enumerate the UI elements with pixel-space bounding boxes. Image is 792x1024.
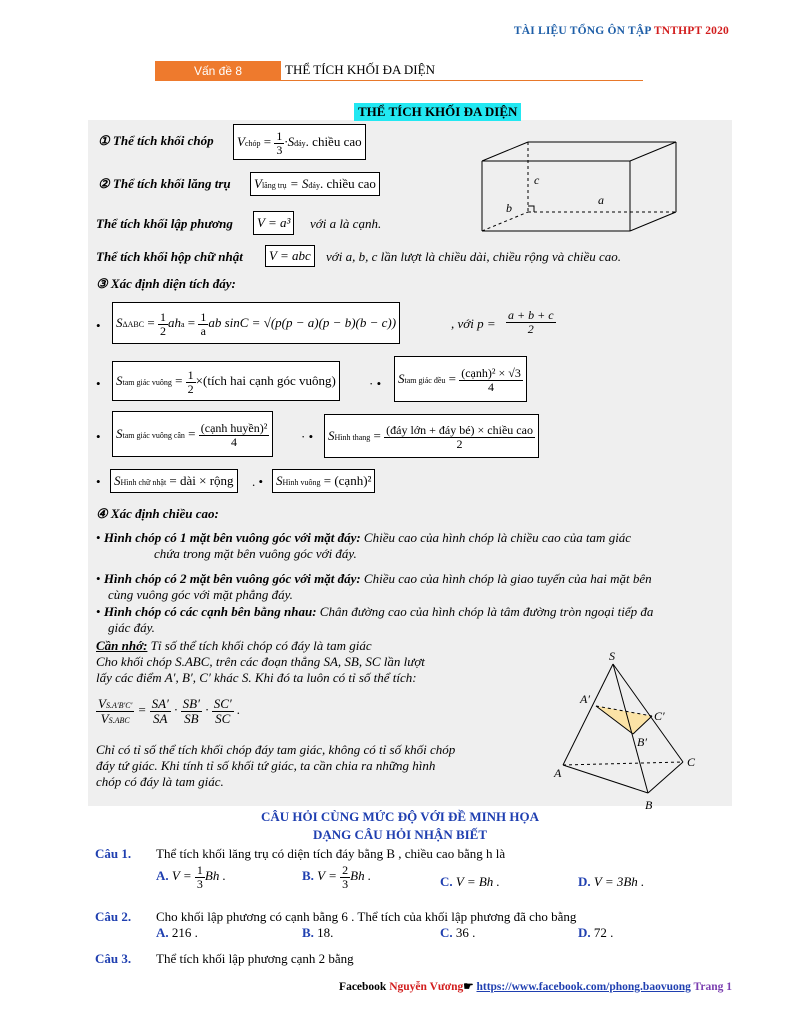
s1-tail: , với p = bbox=[451, 316, 496, 331]
note-tail: Chỉ có tỉ số thể tích khối chóp đáy tam giác, không có tỉ số khối chóp đáy tứ giác. Khi tính tỉ số khối tứ giác, ta cần chia ra những hình chóp có đáy là tam giác. bbox=[96, 742, 456, 789]
f3-formula: V = a³ bbox=[253, 211, 294, 235]
f2-label: ② Thể tích khối lăng trụ bbox=[98, 176, 231, 191]
box-label-b: b bbox=[506, 201, 512, 215]
f4-label: Thể tích khối hộp chữ nhật bbox=[96, 249, 243, 264]
bullet: • bbox=[96, 318, 101, 333]
f4-formula: V = abc bbox=[265, 245, 315, 267]
questions-heading-2: DẠNG CÂU HỎI NHẬN BIẾT bbox=[312, 827, 488, 842]
bullet: • bbox=[96, 376, 101, 391]
height-bullet-3: • Hình chóp có các cạnh bên bằng nhau: Chân đường cao của hình chóp là tâm đường tròn ngoại tiếp đa giác đáy. bbox=[96, 604, 654, 635]
pyr-label-C: C bbox=[687, 755, 696, 769]
box-figure bbox=[470, 136, 690, 236]
header-right: TNTHPT 2020 bbox=[653, 25, 729, 37]
f2-formula: Vlăng trụ = Sđáy. chiều cao bbox=[250, 172, 380, 196]
bullet: · • bbox=[301, 429, 314, 444]
q1-label: Câu 1. bbox=[95, 846, 132, 861]
q2-text: Cho khối lập phương có cạnh bằng 6 . Thể tích của khối lập phương đã cho bằng bbox=[156, 909, 577, 924]
hand-icon: ☛ bbox=[463, 981, 474, 993]
note-block: Cần nhớ: Tỉ số thể tích khối chóp có đáy là tam giác Cho khối chóp S.ABC, trên các đoạn thẳng SA, SB, SC lần lượt lấy các điểm A′, B′, C′ khác S. Khi đó ta luôn có tỉ số thể tích: bbox=[96, 638, 425, 685]
page-number: Trang 1 bbox=[693, 981, 732, 993]
q2-label: Câu 2. bbox=[95, 909, 132, 924]
pyr-label-S: S bbox=[609, 649, 615, 663]
q1-choice-b[interactable]: B. V = $\frac{2}{3}$ Bh . bbox=[302, 863, 372, 891]
q2-choice-c[interactable]: C. 36 . bbox=[440, 925, 476, 940]
bullet: . • bbox=[252, 474, 264, 489]
pyr-label-C1: C′ bbox=[654, 709, 665, 723]
pyramid-figure bbox=[550, 648, 710, 816]
header-left: TÀI LIỆU TỔNG ÔN TẬP bbox=[513, 25, 651, 37]
q1-choice-c[interactable]: C. V = Bh . bbox=[440, 874, 500, 889]
q2-choice-b[interactable]: B. 18. bbox=[302, 925, 334, 940]
s-right-triangle-formula: Stam giác vuông = $\frac{1}{2}$ ×(tích hai cạnh góc vuông) bbox=[112, 361, 340, 401]
page-header bbox=[514, 25, 729, 37]
bullet: · • bbox=[369, 376, 382, 391]
q1-choice-a[interactable]: A. V = $\frac{1}{3}$ Bh . bbox=[156, 863, 226, 891]
q3-label: Câu 3. bbox=[95, 951, 132, 966]
q1-text: Thể tích khối lăng trụ có diện tích đáy bằng B , chiều cao bằng h là bbox=[156, 846, 506, 861]
s-square-formula: SHình vuông = (cạnh)² bbox=[272, 469, 375, 493]
f1-formula: Vchóp = $\frac{1}{3}$ ·Sđáy. chiều cao bbox=[233, 124, 366, 160]
page-footer: Facebook Nguyễn Vương☛ https://www.facebook.com/phong.baovuong Trang 1 bbox=[339, 981, 732, 993]
bullet: • bbox=[96, 429, 101, 444]
q1-choice-d[interactable]: D. V = 3Bh . bbox=[578, 874, 645, 889]
height-bullet-2: • Hình chóp có 2 mặt bên vuông góc với mặt đáy: Chiều cao của hình chóp là giao tuyến của hai mặt bên cùng vuông góc với mặt phẳng đáy. bbox=[96, 571, 652, 602]
pyr-label-B: B bbox=[645, 798, 653, 812]
questions-heading-1: CÂU HỎI CÙNG MỨC ĐỘ VỚI ĐỀ MINH HỌA bbox=[260, 809, 540, 824]
pyr-label-B1: B′ bbox=[637, 735, 647, 749]
q2-choice-d[interactable]: D. 72 . bbox=[578, 925, 614, 940]
box-label-c: c bbox=[534, 173, 540, 187]
s-isosceles-right-formula: Stam giác vuông cân = $\frac{\text{(cạnh huyền)²}}{4}$ bbox=[112, 411, 273, 457]
box-label-a: a bbox=[598, 193, 604, 207]
height-bullet-1: • Hình chóp có 1 mặt bên vuông góc với mặt đáy: Chiều cao của hình chóp là chiều cao của tam giác chứa trong mặt bên vuông góc với đáy. bbox=[96, 530, 632, 561]
q3-text: Thể tích khối lập phương cạnh 2 bằng bbox=[156, 951, 354, 966]
pyr-label-A1: A′ bbox=[580, 692, 590, 706]
s-triangle-formula: SΔABC = $\frac{1}{2}$ aha = $\frac{1}{a}$ ab sinC = √(p(p − a)(p − b)(b − c)) bbox=[112, 302, 400, 344]
facebook-link[interactable]: https://www.facebook.com/phong.baovuong bbox=[476, 981, 691, 993]
bullet: • bbox=[96, 474, 101, 489]
f1-label: ① Thể tích khối chóp bbox=[98, 133, 214, 148]
s-trapezoid-formula: SHình thang = $\frac{\text{(đáy lớn + đáy bé) × chiều cao}}{2}$ bbox=[324, 414, 539, 458]
topic-title: THỂ TÍCH KHỐI ĐA DIỆN bbox=[285, 62, 435, 77]
s-rectangle-formula: SHình chữ nhật = dài × rộng bbox=[110, 469, 238, 493]
f3-tail: với a là cạnh. bbox=[310, 216, 382, 231]
topic-tag: Vấn đề 8 bbox=[155, 61, 281, 81]
q2-choice-a[interactable]: A. 216 . bbox=[156, 925, 198, 940]
author-name: Nguyễn Vương bbox=[389, 981, 464, 993]
section-title: THỂ TÍCH KHỐI ĐA DIỆN bbox=[354, 103, 521, 121]
s1-p-frac: $\frac{a + b + c}{2}$ bbox=[508, 308, 554, 336]
ratio-formula: $\frac{VS.A'B'C'}{\text{VS.ABC}}$ = $\frac{SA'}{SA}$ · $\frac{SB'}{SB}$ · $\frac{SC'}{SC}$ . bbox=[98, 696, 241, 726]
height-heading: ④ Xác định chiều cao: bbox=[96, 506, 219, 521]
s-equilateral-formula: Stam giác đều = $\frac{\text{(cạnh)² × √3}}{4}$ bbox=[394, 356, 527, 402]
pyr-label-A: A bbox=[554, 766, 562, 780]
f4-tail: với a, b, c lần lượt là chiều dài, chiều rộng và chiều cao. bbox=[326, 249, 621, 264]
base-area-heading: ③ Xác định diện tích đáy: bbox=[96, 276, 236, 291]
f3-label: Thể tích khối lập phương bbox=[96, 216, 233, 231]
